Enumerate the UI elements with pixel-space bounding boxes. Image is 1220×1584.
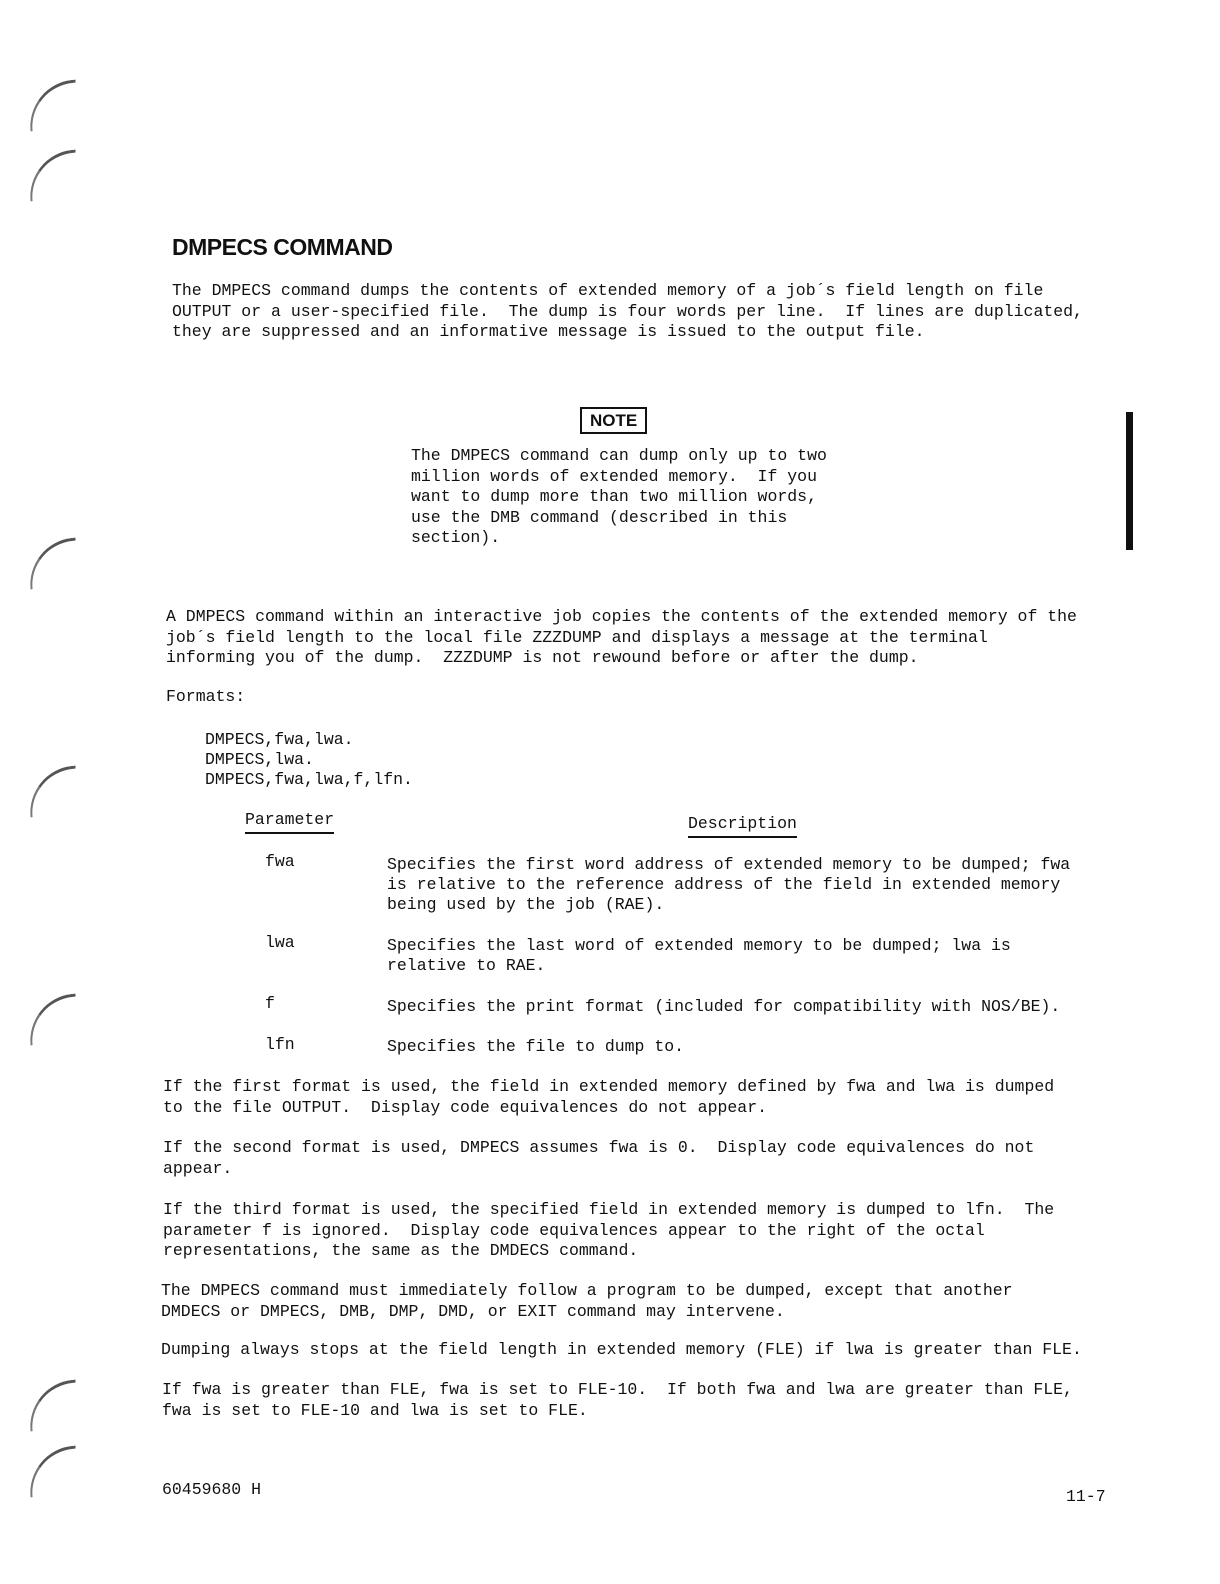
format-line: DMPECS,fwa,lwa.	[205, 730, 354, 749]
parameter-column-header: Parameter	[245, 810, 334, 834]
page-number: 11-7	[1066, 1487, 1106, 1506]
param-name: f	[265, 994, 275, 1013]
punch-hole-mark	[26, 1380, 81, 1432]
formats-label: Formats:	[166, 687, 246, 706]
param-description: Specifies the first word address of extended memory to be dumped; fwa is relative to the reference address of the field in extended memory being used by the job (RAE).	[387, 855, 1071, 914]
body-paragraph: If the second format is used, DMPECS assumes fwa is 0. Display code equivalences do not appear.	[163, 1138, 1035, 1178]
change-bar	[1126, 412, 1133, 550]
param-description: Specifies the last word of extended memory to be dumped; lwa is relative to RAE.	[387, 936, 1011, 975]
param-name: lwa	[265, 933, 295, 952]
punch-hole-mark	[26, 994, 81, 1046]
description-column-header: Description	[688, 814, 797, 838]
punch-hole-mark	[26, 766, 81, 818]
document-number: 60459680 H	[162, 1480, 262, 1499]
punch-hole-mark	[26, 150, 81, 202]
section-heading: DMPECS COMMAND	[172, 234, 393, 260]
note-text: The DMPECS command can dump only up to two million words of extended memory. If you want to dump more than two million words, use the DMB command (described in this section).	[411, 446, 827, 547]
punch-hole-mark	[26, 80, 81, 132]
body-paragraph: If the first format is used, the field in extended memory defined by fwa and lwa is dumped to the file OUTPUT. Display code equivalences do not appear.	[163, 1077, 1055, 1117]
format-line: DMPECS,fwa,lwa,f,lfn.	[205, 770, 413, 789]
note-label: NOTE	[580, 407, 647, 434]
format-line: DMPECS,lwa.	[205, 750, 314, 769]
body-paragraph: Dumping always stops at the field length in extended memory (FLE) if lwa is greater than FLE.	[161, 1340, 1082, 1359]
interactive-paragraph: A DMPECS command within an interactive job copies the contents of the extended memory of the job´s field length to the local file ZZZDUMP and displays a message at the terminal informing you of the dump. ZZZDUMP is not rewound before or after the dump.	[166, 607, 1077, 667]
param-name: fwa	[265, 852, 295, 871]
param-name: lfn	[265, 1035, 295, 1054]
punch-hole-mark	[26, 538, 81, 590]
formats-list	[205, 730, 413, 790]
body-paragraph: The DMPECS command must immediately follow a program to be dumped, except that another DMDECS or DMPECS, DMB, DMP, DMD, or EXIT command may intervene.	[161, 1281, 1013, 1321]
param-description: Specifies the print format (included for compatibility with NOS/BE).	[387, 997, 1061, 1016]
intro-paragraph: The DMPECS command dumps the contents of extended memory of a job´s field length on file OUTPUT or a user-specified file. The dump is four words per line. If lines are duplicated, they are suppressed and an informative message is issued to the output file.	[172, 281, 1083, 341]
punch-hole-mark	[26, 1446, 81, 1498]
body-paragraph: If fwa is greater than FLE, fwa is set to FLE-10. If both fwa and lwa are greater than FLE, fwa is set to FLE-10 and lwa is set to FLE.	[162, 1380, 1073, 1420]
param-description: Specifies the file to dump to.	[387, 1037, 685, 1056]
body-paragraph: If the third format is used, the specified field in extended memory is dumped to lfn. The parameter f is ignored. Display code equivalences appear to the right of the octal representations, the same as the DMDECS command.	[163, 1200, 1055, 1260]
